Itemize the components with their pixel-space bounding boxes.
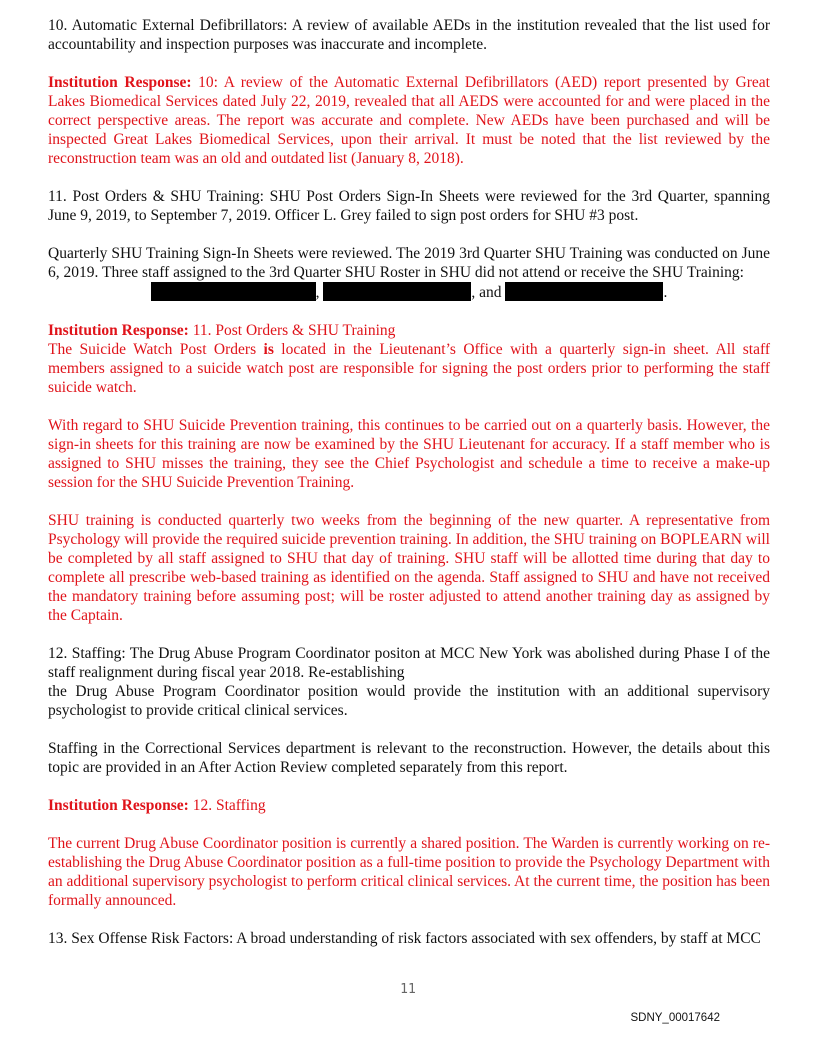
response-11-para-1 [48,340,770,397]
response-label: Institution Response: [48,74,192,91]
finding-11-training [48,244,770,302]
page-number: 11 [400,982,416,997]
response-10 [48,73,770,168]
finding-12: 12. Staffing: The Drug Abuse Program Coordinator positon at MCC New York was abolished during Phase I of the staff realignment during fiscal year 2018. Re-establishing [48,645,770,681]
redaction-block [151,282,316,301]
response-11-para-2: With regard to SHU Suicide Prevention training, this continues to be carried out on a quarterly basis. However, the sign-in sheets for this training are now be examined by the SHU Lieutenant for accuracy. If a staff member who is assigned to SHU misses the training, they see the Chief Psychologist and schedule a time to receive a make-up session for the SHU Suicide Prevention Training. [48,417,770,491]
redaction-separator: , and [471,284,502,301]
finding-10: 10. Automatic External Defibrillators: A review of available AEDs in the institution revealed that the list used for accountability and inspection purposes was inaccurate and incomplete. [48,17,770,53]
finding-12-cont: the Drug Abuse Program Coordinator position would provide the institution with an additional supervisory psychologist to provide critical clinical services. [48,683,770,719]
document-page [48,16,770,948]
response-12-heading [48,796,770,815]
response-11-para-1-b: is [263,341,274,358]
bates-number: SDNY_00017642 [630,1012,720,1024]
finding-13: 13. Sex Offense Risk Factors: A broad understanding of risk factors associated with sex offenders, by staff at MCC [48,930,761,947]
redaction-block [505,282,663,301]
response-10-text: 10: A review of the Automatic External Defibrillators (AED) report presented by Great Lakes Biomedical Services dated July 22, 2019, revealed that all AEDS were accounted for and were placed in the correct perspective areas. The report was accurate and complete. New AEDs have been purchased and will be inspected Great Lakes Biomedical Services, upon their arrival. It must be noted that the list reviewed by the reconstruction team was an old and outdated list (January 8, 2018). [48,74,770,167]
finding-11: 11. Post Orders & SHU Training: SHU Post Orders Sign-In Sheets were reviewed for the 3rd Quarter, spanning June 9, 2019, to September 7, 2019. Officer L. Grey failed to sign post orders for SHU #3 post. [48,188,770,224]
response-12-para-1: The current Drug Abuse Coordinator position is currently a shared position. The Warden is currently working on re-establishing the Drug Abuse Coordinator position as a full-time position to provide the Psychology Department with an additional supervisory psychologist to perform critical clinical services. At the current time, the position has been formally announced. [48,835,770,909]
response-12-title: 12. Staffing [188,797,266,814]
finding-12-staffing: Staffing in the Correctional Services department is relevant to the reconstruction. However, the details about this topic are provided in an After Action Review completed separately from this report. [48,740,770,776]
response-11-title: 11. Post Orders & SHU Training [188,322,396,339]
response-label: Institution Response: [48,322,189,339]
redaction-separator: . [663,284,668,301]
response-11-para-1-c: located in the Lieutenant’s Office with a quarterly sign-in sheet. All staff members assigned to a suicide watch post are responsible for signing the post orders prior to performing the staff suicide watch. [48,341,770,396]
response-label: Institution Response: [48,797,189,814]
response-11-heading [48,321,770,340]
redaction-block [323,282,471,301]
response-11-para-3: SHU training is conducted quarterly two weeks from the beginning of the new quarter. A representative from Psychology will provide the required suicide prevention training. In addition, the SHU training on BOPLEARN will be completed by all staff assigned to SHU that day of training. SHU staff will be allotted time during that day to complete all prescribe web-based training as identified on the agenda. Staff assigned to SHU and have not received the mandatory training before assuming post; will be roster adjusted to attend another training day as assigned by the Captain. [48,512,770,624]
redaction-line [48,282,770,302]
response-11-para-1-a: The Suicide Watch Post Orders [48,341,264,358]
redaction-separator: , [315,284,320,301]
finding-11-training-text: Quarterly SHU Training Sign-In Sheets were reviewed. The 2019 3rd Quarter SHU Training was conducted on June 6, 2019. Three staff assigned to the 3rd Quarter SHU Roster in SHU did not attend or receive the SHU Training: [48,245,770,281]
